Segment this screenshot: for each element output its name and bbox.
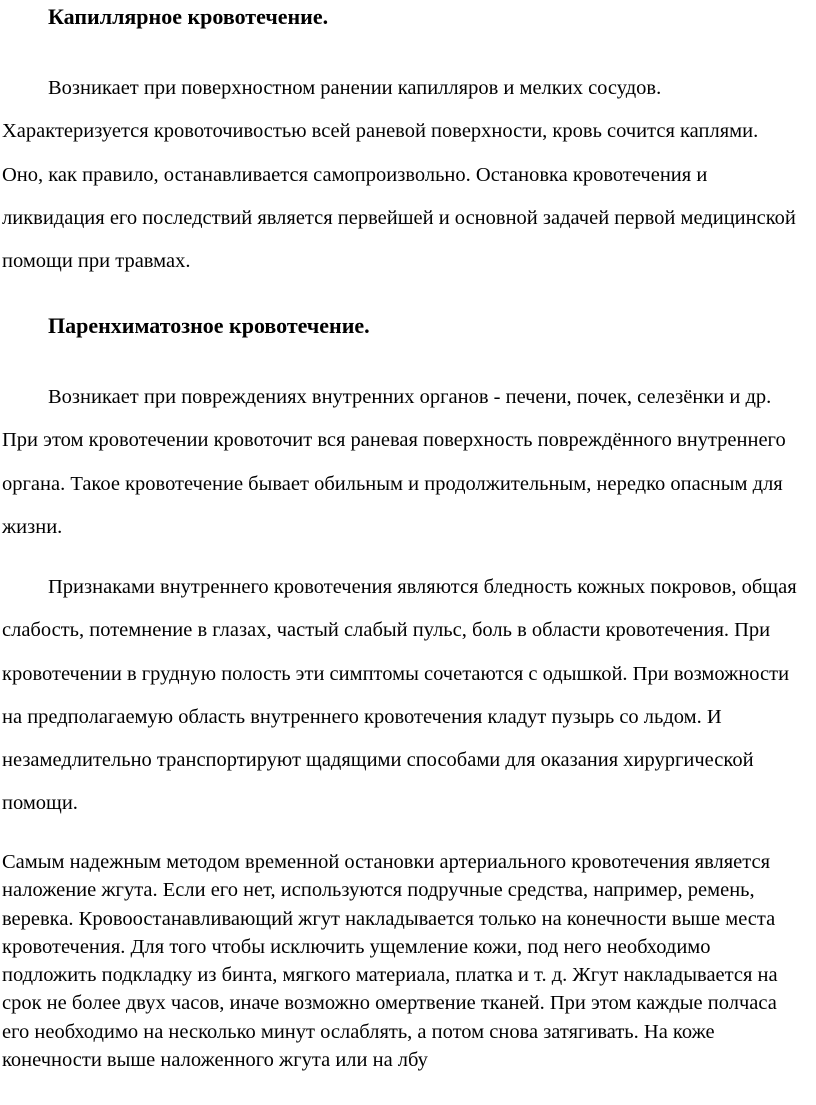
heading-capillary-bleeding: Капиллярное кровотечение. — [48, 4, 329, 29]
paragraph-parenchymal-bleeding: Возникает при повреждениях внутренних органов - печени, почек, селезёнки и др. При этом кровотечении кровоточит вся раневая поверхность повреждённого внутреннего органа. Такое кровотечение бывает обильным и продолжительным, нередко опасным для жизни. — [2, 386, 786, 538]
paragraph-capillary-bleeding: Возникает при поверхностном ранении капилляров и мелких сосудов. Характеризуется кровоточивостью всей раневой поверхности, кровь сочится каплями. Оно, как правило, останавливается самопроизвольно. Остановка кровотечения и ликвидация его последствий является первейшей и основной задачей первой медицинской помощи при травмах. — [2, 77, 796, 273]
paragraph-internal-bleeding-signs: Признаками внутреннего кровотечения являются бледность кожных покровов, общая слабость, потемнение в глазах, частый слабый пульс, боль в области кровотечения. При кровотечении в грудную полость эти симптомы сочетаются с одышкой. При возможности на предполагаемую область внутреннего кровотечения кладут пузырь со льдом. И незамедлительно транспортируют щадящими способами для оказания хирургической помощи. — [2, 576, 797, 815]
paragraph-tourniquet: Самым надежным методом временной остановки артериального кровотечения является наложение жгута. Если его нет, используются подручные средства, например, ремень, веревка. Кровоостанавливающий жгут накладывается только на конечности выше места кровотечения. Для того чтобы исключить ущемление кожи, под него необходимо подложить подкладку из бинта, мягкого материала, платка и т. д. Жгут накладывается на срок не более двух часов, иначе возможно омертвение тканей. При этом каждые полчаса его необходимо на несколько минут ослаблять, а потом снова затягивать. На коже конечности выше наложенного жгута или на лбу — [2, 851, 778, 1072]
heading-parenchymal-bleeding: Паренхиматозное кровотечение. — [48, 313, 370, 338]
